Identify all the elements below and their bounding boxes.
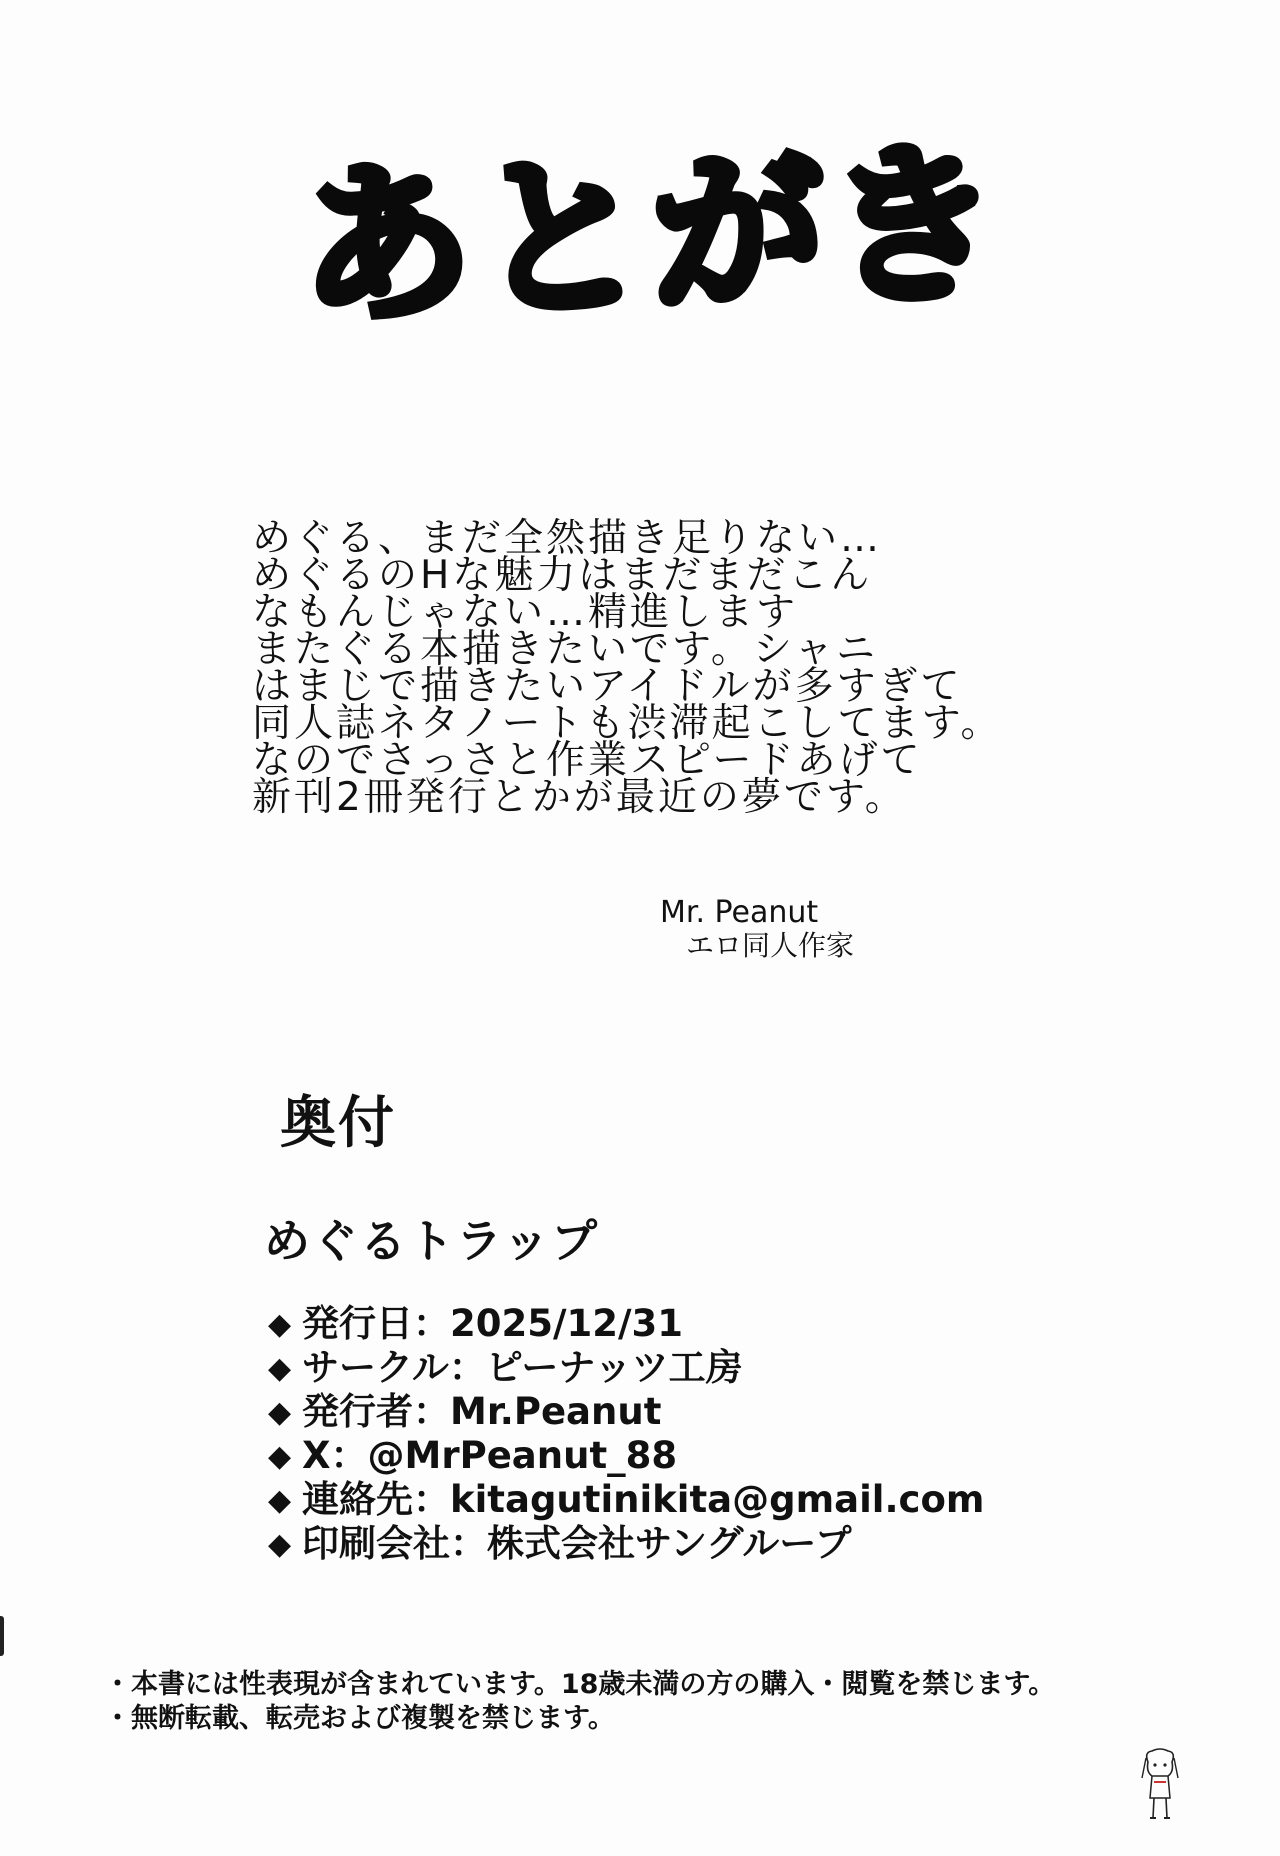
afterword-line: またぐる本描きたいです。シャニ [252, 627, 879, 672]
colophon-item-text: 発行者：Mr.Peanut [302, 1390, 662, 1433]
book-title: めぐるトラップ [264, 1214, 600, 1268]
colophon-info-list [268, 1302, 984, 1566]
afterword-signature [660, 896, 854, 962]
colophon-item-text: 連絡先：kitagutinikita@gmail.com [302, 1478, 985, 1521]
afterword-line: 同人誌ネタノートも渋滞起こしてます。 [252, 701, 1003, 746]
diamond-bullet-icon: ◆ [268, 1395, 292, 1430]
afterword-line: 新刊2冊発行とかが最近の夢です。 [252, 775, 907, 820]
colophon-item-issue-date [268, 1302, 984, 1346]
colophon-item-text: 印刷会社：株式会社サングループ [302, 1522, 852, 1565]
afterword-title: あとがき [296, 122, 1008, 349]
legal-note: ・無断転載、転売および複製を禁じます。 [104, 1703, 615, 1734]
scan-edge-mark [0, 1616, 4, 1656]
colophon-item-publisher [268, 1390, 984, 1434]
colophon-item-x-account [268, 1434, 984, 1478]
diamond-bullet-icon: ◆ [268, 1483, 292, 1518]
diamond-bullet-icon: ◆ [268, 1351, 292, 1386]
colophon-item-circle [268, 1346, 984, 1390]
legal-notes [104, 1668, 1055, 1736]
chibi-character-icon [1140, 1748, 1180, 1822]
diamond-bullet-icon: ◆ [268, 1307, 292, 1342]
colophon-item-printer [268, 1522, 984, 1566]
colophon-item-text: 発行日：2025/12/31 [302, 1302, 683, 1345]
diamond-bullet-icon: ◆ [268, 1527, 292, 1562]
afterword-line: なもんじゃない…精進します [252, 590, 799, 635]
afterword-line: めぐるのHな魅力はまだまだこん [252, 553, 873, 598]
afterword-line: めぐる、まだ全然描き足りない… [252, 516, 883, 561]
colophon-item-text: X：@MrPeanut_88 [302, 1434, 678, 1477]
afterword-line: はまじで描きたいアイドルが多すぎて [252, 664, 963, 709]
afterword-body [252, 516, 1052, 820]
author-name: Mr. Peanut [660, 895, 819, 930]
diamond-bullet-icon: ◆ [268, 1439, 292, 1474]
colophon-item-text: サークル：ピーナッツ工房 [302, 1346, 743, 1389]
legal-note: ・本書には性表現が含まれています。18歳未満の方の購入・閲覧を禁じます。 [104, 1669, 1056, 1700]
author-role: エロ同人作家 [686, 929, 855, 962]
colophon-heading: 奥付 [280, 1091, 396, 1156]
afterword-line: なのでさっさと作業スピードあげて [252, 738, 923, 783]
colophon-item-contact [268, 1478, 984, 1522]
